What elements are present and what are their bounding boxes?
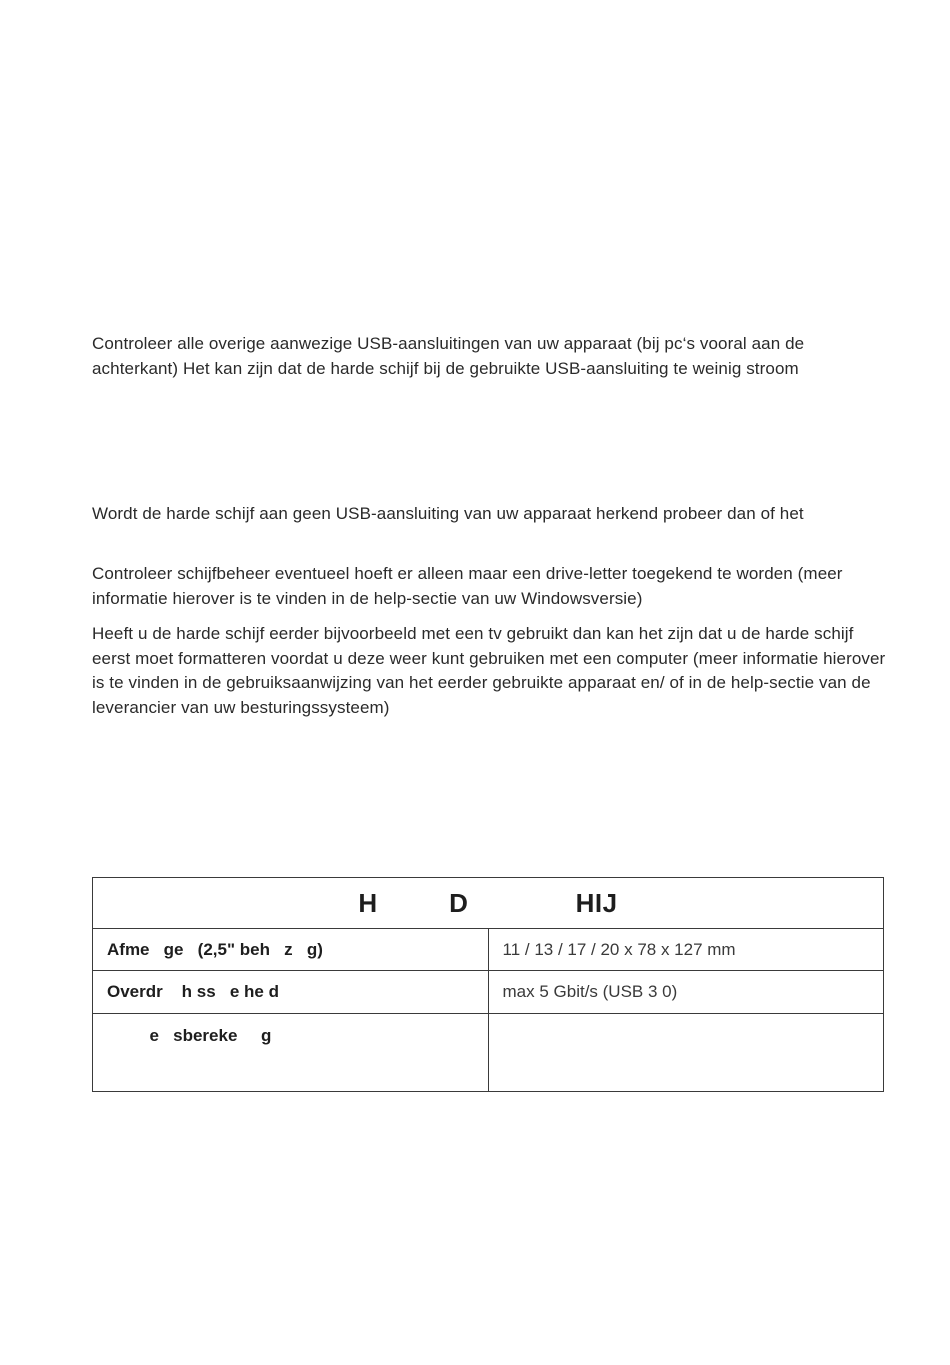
spec-table [92, 877, 884, 1092]
table-row [93, 929, 884, 971]
spec-table-header: H D HIJ [93, 878, 884, 929]
table-row [93, 971, 884, 1014]
paragraph-not-recognized: Wordt de harde schijf aan geen USB-aansluiting van uw apparaat herkend probeer dan of het [92, 504, 804, 523]
paragraph-formatting: Heeft u de harde schijf eerder bijvoorbeeld met een tv gebruikt dan kan het zijn dat u de harde schijf eerst moet formatteren voordat u deze weer kunt gebruiken met een computer (meer informatie hierover is te vinden in de gebruiksaanwijzing van het eerder gebruikte apparaat en/ of in de help-sectie van de leverancier van uw besturingssysteem) [92, 624, 886, 717]
table-row [93, 1014, 884, 1092]
spec-label-transfer-speed: Overdr h ss e he d [93, 971, 489, 1014]
paragraph-usb-ports: Controleer alle overige aanwezige USB-aansluitingen van uw apparaat (bij pc‘s vooral aan de achterkant) Het kan zijn dat de harde schijf bij de gebruikte USB-aansluiting te weinig stroom [92, 334, 805, 378]
spec-value-dimensions: 11 / 13 / 17 / 20 x 78 x 127 mm [488, 929, 884, 971]
paragraph-disk-management: Controleer schijfbeheer eventueel hoeft er alleen maar een drive-letter toegekend te worden (meer informatie hierover is te vinden in de help-sectie van uw Windowsversie) [92, 564, 843, 608]
spec-value-transfer-speed: max 5 Gbit/s (USB 3 0) [488, 971, 884, 1014]
spec-label-power: e sbereke g [93, 1014, 489, 1092]
spec-label-dimensions: Afme ge (2,5" beh z g) [93, 929, 489, 971]
spec-value-power [488, 1014, 884, 1092]
